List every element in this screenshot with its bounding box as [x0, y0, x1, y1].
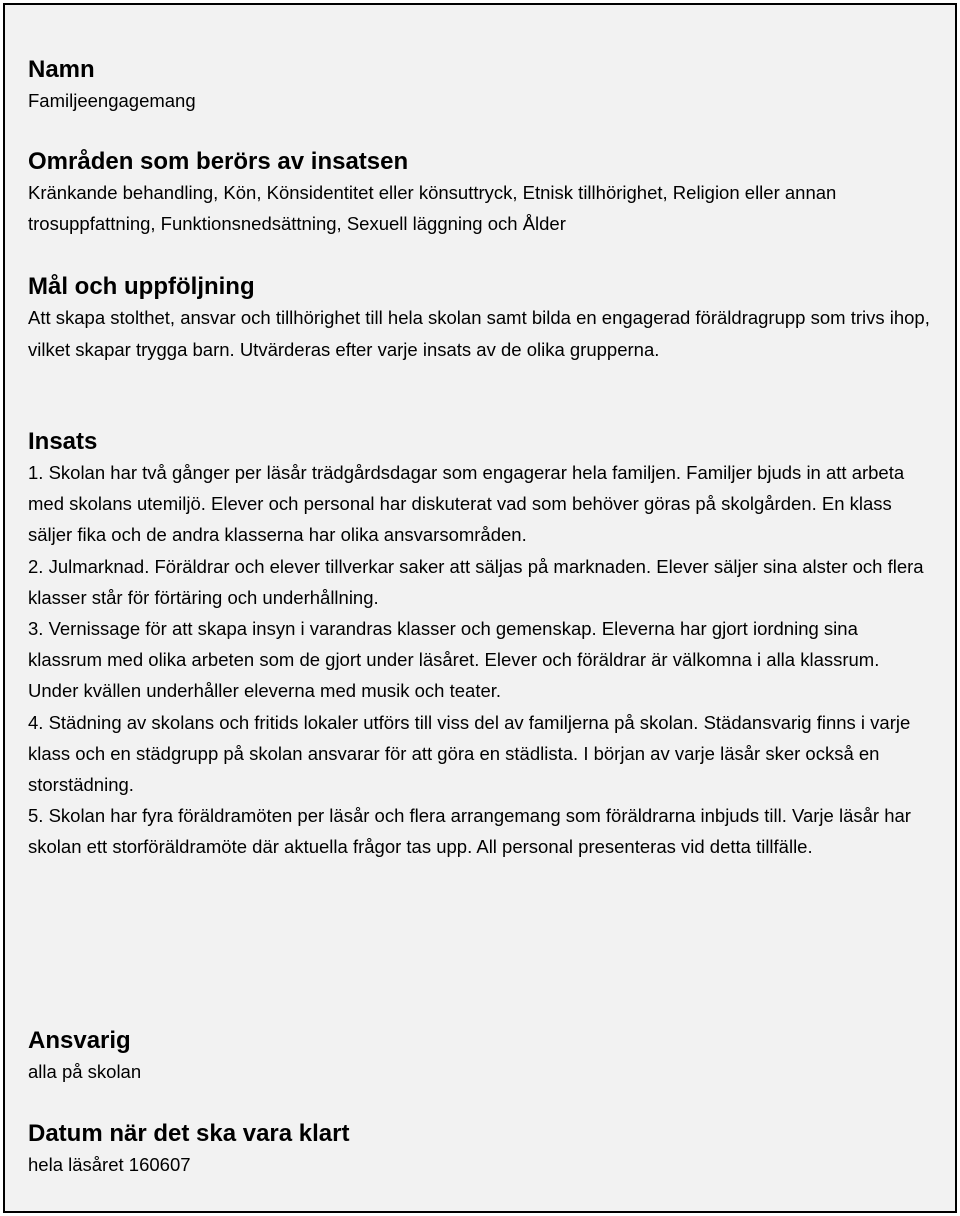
insats-item-2: 2. Julmarknad. Föräldrar och elever tillverkar saker att säljas på marknaden. Elever säljer sina alster och flera klasser står för förtäring och underhållning. — [28, 555, 924, 608]
heading-datum: Datum när det ska vara klart — [28, 1120, 350, 1147]
insats-item-4: 4. Städning av skolans och fritids lokaler utförs till viss del av familjerna på skolan. Städansvarig finns i varje klass och en städgrupp på skolan ansvarar för att göra en städlista. I början av varje läsår sker också en storstädning. — [28, 711, 911, 796]
section-namn — [28, 55, 933, 116]
insats-item-5: 5. Skolan har fyra föräldramöten per läsår och flera arrangemang som föräldrarna inbjuds till. Varje läsår har skolan ett storföräldramöte där aktuella frågor tas upp. All personal presenteras vid detta tillfälle. — [28, 805, 911, 858]
section-datum — [28, 1119, 933, 1180]
text-mal: Att skapa stolthet, ansvar och tillhörighet till hela skolan samt bilda en engagerad föräldragrupp som trivs ihop, vilket skapar trygga barn. Utvärderas efter varje insats av de olika grupperna. — [28, 307, 930, 360]
heading-namn: Namn — [28, 56, 95, 83]
heading-insats: Insats — [28, 428, 98, 455]
insats-item-1: 1. Skolan har två gånger per läsår trädgårdsdagar som engagerar hela familjen. Familjer bjuds in att arbeta med skolans utemiljö. Elever och personal har diskuterat vad som behöver göras på skolgården. En klass säljer fika och de andra klasserna har olika ansvarsområden. — [28, 462, 905, 546]
heading-ansvarig: Ansvarig — [28, 1027, 131, 1054]
text-namn: Familjeengagemang — [28, 90, 196, 111]
heading-mal: Mål och uppföljning — [28, 273, 255, 300]
heading-omraden: Områden som berörs av insatsen — [28, 148, 409, 175]
section-insats — [28, 427, 933, 863]
insats-item-3: 3. Vernissage för att skapa insyn i varandras klasser och gemenskap. Eleverna har gjort iordning sina klassrum med olika arbeten som de gjort under läsåret. Elever och föräldrar är välkomna i alla klassrum. Under kvällen underhåller eleverna med musik och teater. — [28, 618, 880, 702]
text-omraden: Kränkande behandling, Kön, Könsidentitet eller könsuttryck, Etnisk tillhörighet, Religion eller annan trosuppfattning, Funktionsnedsättning, Sexuell läggning och Ålder — [28, 182, 837, 234]
text-ansvarig: alla på skolan — [28, 1061, 142, 1082]
section-ansvarig — [28, 1026, 933, 1087]
text-datum: hela läsåret 160607 — [28, 1154, 191, 1175]
section-omraden — [28, 147, 933, 239]
section-mal — [28, 272, 933, 366]
